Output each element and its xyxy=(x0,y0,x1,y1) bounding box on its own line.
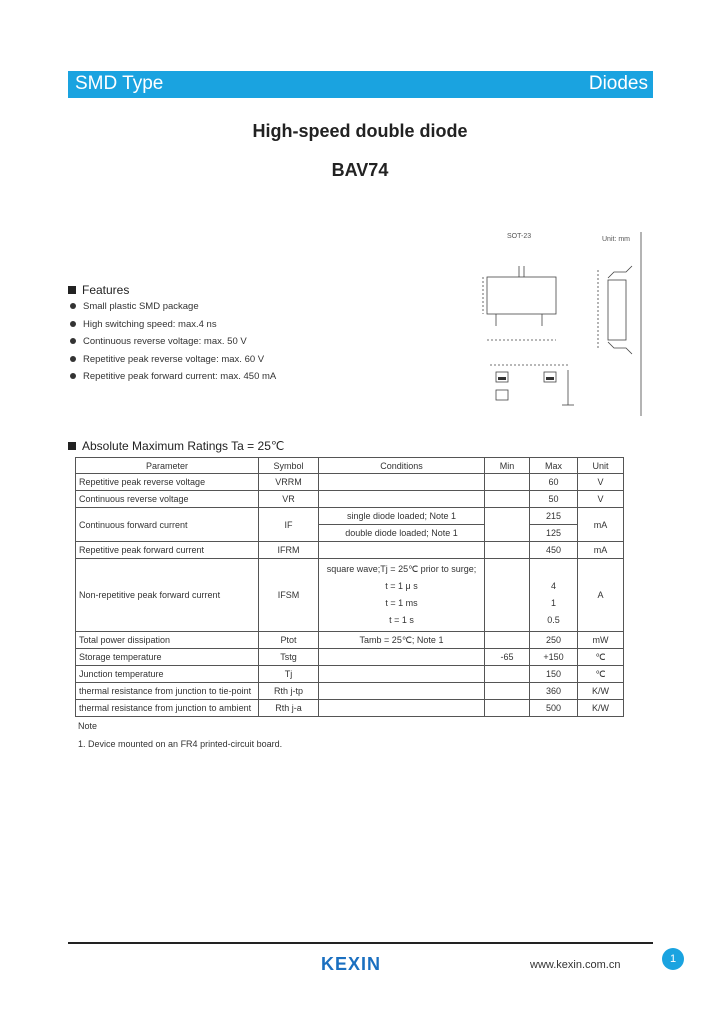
min-cell xyxy=(485,683,530,700)
min-cell xyxy=(485,666,530,683)
min-cell xyxy=(485,559,530,632)
max-cell: 60 xyxy=(530,474,578,491)
table-row xyxy=(76,683,624,700)
unit-cell: mW xyxy=(578,632,624,649)
list-item: Repetitive peak reverse voltage: max. 60 V xyxy=(70,351,276,369)
max-cell: 4 1 0.5 xyxy=(530,559,578,632)
symbol-cell: VRRM xyxy=(259,474,319,491)
header-banner xyxy=(68,71,653,98)
unit-cell: mA xyxy=(578,542,624,559)
list-item: Continuous reverse voltage: max. 50 V xyxy=(70,333,276,351)
max-cell: 215 xyxy=(530,508,578,525)
min-cell xyxy=(485,542,530,559)
symbol-cell: VR xyxy=(259,491,319,508)
symbol-cell: Tstg xyxy=(259,649,319,666)
table-row xyxy=(76,491,624,508)
square-bullet-icon xyxy=(68,442,76,450)
symbol-cell: Rth j-a xyxy=(259,700,319,717)
param-cell: Storage temperature xyxy=(76,649,259,666)
unit-cell: A xyxy=(578,559,624,632)
symbol-cell: IF xyxy=(259,508,319,542)
unit-label: Unit: mm xyxy=(602,236,630,243)
cond-cell xyxy=(319,542,485,559)
table-row xyxy=(76,474,624,491)
param-cell: Continuous reverse voltage xyxy=(76,491,259,508)
symbol-cell: Rth j-tp xyxy=(259,683,319,700)
max-cell: 150 xyxy=(530,666,578,683)
package-name: SOT-23 xyxy=(507,233,532,240)
list-item: Repetitive peak forward current: max. 450 mA xyxy=(70,368,276,386)
column-header: Parameter xyxy=(76,458,259,474)
bullet-icon xyxy=(70,303,76,309)
param-cell: Continuous forward current xyxy=(76,508,259,542)
cond-cell xyxy=(319,491,485,508)
max-cell: 500 xyxy=(530,700,578,717)
param-cell: Non-repetitive peak forward current xyxy=(76,559,259,632)
column-header: Max xyxy=(530,458,578,474)
min-cell: -65 xyxy=(485,649,530,666)
table-row xyxy=(76,559,624,632)
unit-cell: ℃ xyxy=(578,666,624,683)
param-cell: Repetitive peak forward current xyxy=(76,542,259,559)
package-outline-drawing xyxy=(470,230,645,420)
column-header: Symbol xyxy=(259,458,319,474)
part-number: BAV74 xyxy=(331,160,389,180)
bullet-icon xyxy=(70,373,76,379)
max-cell: 125 xyxy=(530,525,578,542)
header-product-type: Diodes xyxy=(588,73,648,94)
unit-cell: K/W xyxy=(578,683,624,700)
features-heading: Features xyxy=(68,283,129,297)
param-cell: Total power dissipation xyxy=(76,632,259,649)
cond-cell: square wave;Tj = 25℃ prior to surge; t = 1 μ s t = 1 ms t = 1 s xyxy=(319,559,485,632)
table-row xyxy=(76,632,624,649)
features-list xyxy=(70,298,276,386)
cond-cell xyxy=(319,474,485,491)
symbol-cell: IFRM xyxy=(259,542,319,559)
document-title: High-speed double diode xyxy=(252,121,468,141)
unit-cell: mA xyxy=(578,508,624,542)
cond-cell xyxy=(319,683,485,700)
max-cell: 250 xyxy=(530,632,578,649)
ratings-heading: Absolute Maximum Ratings Ta = 25℃ xyxy=(68,439,284,453)
param-cell: Repetitive peak reverse voltage xyxy=(76,474,259,491)
square-bullet-icon xyxy=(68,286,76,294)
cond-cell: Tamb = 25℃; Note 1 xyxy=(319,632,485,649)
header-category: SMD Type xyxy=(75,73,164,94)
param-cell: thermal resistance from junction to tie-point xyxy=(76,683,259,700)
min-cell xyxy=(485,632,530,649)
column-header: Conditions xyxy=(319,458,485,474)
page-number: 1 xyxy=(662,948,684,970)
table-row xyxy=(76,649,624,666)
bullet-icon xyxy=(70,356,76,362)
note-heading: Note xyxy=(78,721,98,731)
max-cell: 360 xyxy=(530,683,578,700)
table-row xyxy=(76,542,624,559)
website-link[interactable]: www.kexin.com.cn xyxy=(530,959,621,971)
unit-cell: V xyxy=(578,474,624,491)
table-row xyxy=(76,700,624,717)
min-cell xyxy=(485,491,530,508)
min-cell xyxy=(485,508,530,542)
unit-cell: V xyxy=(578,491,624,508)
ratings-table xyxy=(75,457,624,717)
column-header: Min xyxy=(485,458,530,474)
max-cell: +150 xyxy=(530,649,578,666)
unit-cell: K/W xyxy=(578,700,624,717)
max-cell: 50 xyxy=(530,491,578,508)
column-header: Unit xyxy=(578,458,624,474)
table-row xyxy=(76,508,624,525)
bullet-icon xyxy=(70,321,76,327)
footer-divider xyxy=(68,942,653,944)
list-item: Small plastic SMD package xyxy=(70,298,276,316)
min-cell xyxy=(485,700,530,717)
list-item: High switching speed: max.4 ns xyxy=(70,316,276,334)
min-cell xyxy=(485,474,530,491)
symbol-cell: IFSM xyxy=(259,559,319,632)
company-logo: KEXIN xyxy=(321,954,382,974)
cond-cell: double diode loaded; Note 1 xyxy=(319,525,485,542)
param-cell: Junction temperature xyxy=(76,666,259,683)
cond-cell: single diode loaded; Note 1 xyxy=(319,508,485,525)
param-cell: thermal resistance from junction to ambient xyxy=(76,700,259,717)
symbol-cell: Tj xyxy=(259,666,319,683)
symbol-cell: Ptot xyxy=(259,632,319,649)
unit-cell: ℃ xyxy=(578,649,624,666)
cond-cell xyxy=(319,649,485,666)
table-header-row xyxy=(76,458,624,474)
table-row xyxy=(76,666,624,683)
note-text: 1. Device mounted on an FR4 printed-circuit board. xyxy=(78,739,283,749)
max-cell: 450 xyxy=(530,542,578,559)
cond-cell xyxy=(319,700,485,717)
bullet-icon xyxy=(70,338,76,344)
cond-cell xyxy=(319,666,485,683)
